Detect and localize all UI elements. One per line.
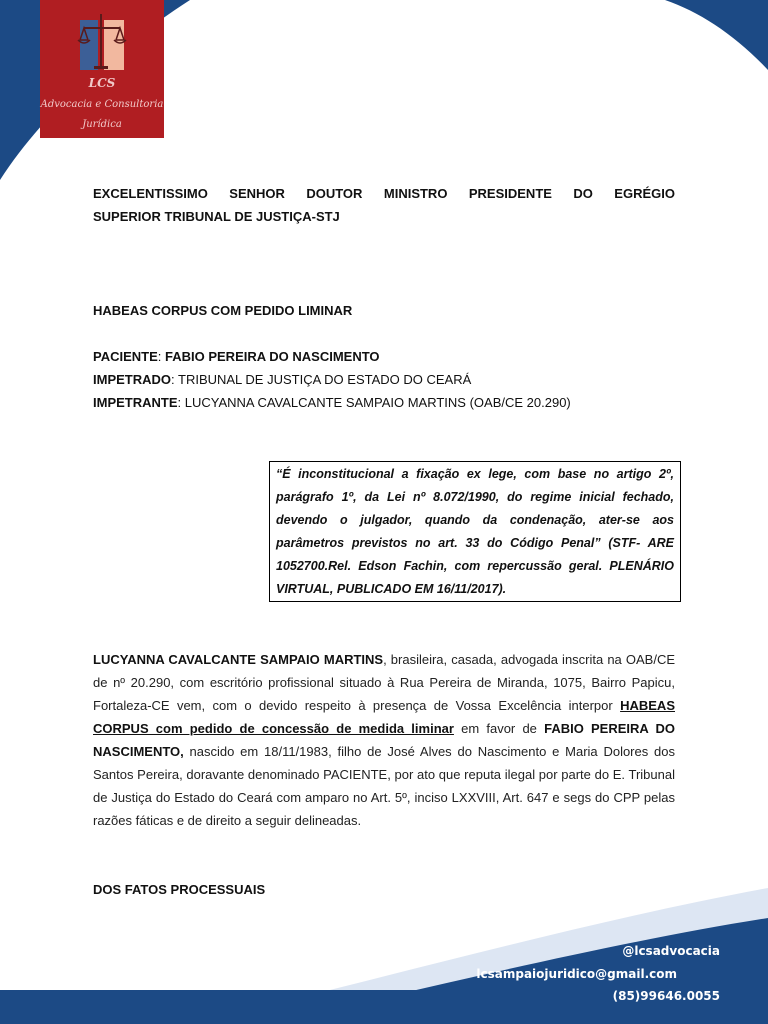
logo-firm-name-line1: Advocacia e Consultoria [40,99,164,110]
paragraph-part1: , brasileira, casada, advogada inscrita na OAB/CE de nº 20.290, com escritório profissional situado à Rua Pereira de Miranda, 1075, Bairro Papicu, Fortaleza-CE vem, com o devido respeito à presença de Vossa Excelência interpor [93,652,675,713]
patient-name: FABIO PEREIRA DO NASCIMENTO, [93,721,675,759]
impetrado-row: IMPETRADO: TRIBUNAL DE JUSTIÇA DO ESTADO DO CEARÁ [93,372,472,387]
impetrante-value: LUCYANNA CAVALCANTE SAMPAIO MARTINS (OAB/CE 20.290) [184,395,571,410]
author-name: LUCYANNA CAVALCANTE SAMPAIO MARTINS [93,652,384,667]
logo-firm-name [40,95,164,135]
paciente-value: FABIO PEREIRA DO NASCIMENTO [165,349,380,364]
paciente-row: PACIENTE: FABIO PEREIRA DO NASCIMENTO [93,349,380,364]
section-heading: DOS FATOS PROCESSUAIS [93,882,266,897]
paragraph-part2: em favor de [453,721,545,736]
paragraph-part3: nascido em 18/11/1983, filho de José Alves do Nascimento e Maria Dolores dos Santos Pereira, doravante denominado PACIENTE, por ato que reputa ilegal por parte do E. Tribunal de Justiça do Estado do Ceará com amparo no Art. 5º, inciso LXXVIII, Art. 647 e segs do CPP pelas razões fáticas e de direito a seguir delineadas. [93,744,675,828]
jurisprudence-quote-box: “É inconstitucional a fixação ex lege, com base no artigo 2º, parágrafo 1º, da Lei nº 8.072/1990, do regime inicial fechado, devendo o julgador, quando da condenação, ater-se aos parâmetros previstos no art. 33 do Código Penal” (STF- ARE 1052700.Rel. Edson Fachin, com repercussão geral. PLENÁRIO VIRTUAL, PUBLICADO EM 16/11/2017). [269,461,681,602]
habeas-corpus-highlight: HABEAS CORPUS com pedido de concessão de medida liminar [93,698,675,736]
scales-of-justice-icon [40,0,164,76]
impetrado-label: IMPETRADO [93,372,171,387]
addressee-line1: EXCELENTISSIMO SENHOR DOUTOR MINISTRO PRESIDENTE DO EGRÉGIO [93,186,675,201]
firm-logo [40,0,164,138]
footer-instagram: @lcsadvocacia [622,944,720,958]
footer-email: lcsampaiojuridico@gmail.com [476,967,677,981]
footer-phone: (85)99646.0055 [612,989,720,1003]
logo-initials: LCS [88,76,116,90]
impetrado-value: TRIBUNAL DE JUSTIÇA DO ESTADO DO CEARÁ [178,372,472,387]
document-title: HABEAS CORPUS COM PEDIDO LIMINAR [93,303,353,318]
parties-block [93,345,571,414]
opening-paragraph [93,648,675,832]
addressee-line2: SUPERIOR TRIBUNAL DE JUSTIÇA-STJ [93,209,340,224]
addressee-heading [93,182,675,228]
impetrante-label: IMPETRANTE [93,395,178,410]
top-right-swoosh [665,0,768,70]
logo-firm-name-line2: Jurídica [82,119,122,130]
paciente-label: PACIENTE [93,349,158,364]
impetrante-row: IMPETRANTE: LUCYANNA CAVALCANTE SAMPAIO MARTINS (OAB/CE 20.290) [93,395,571,410]
